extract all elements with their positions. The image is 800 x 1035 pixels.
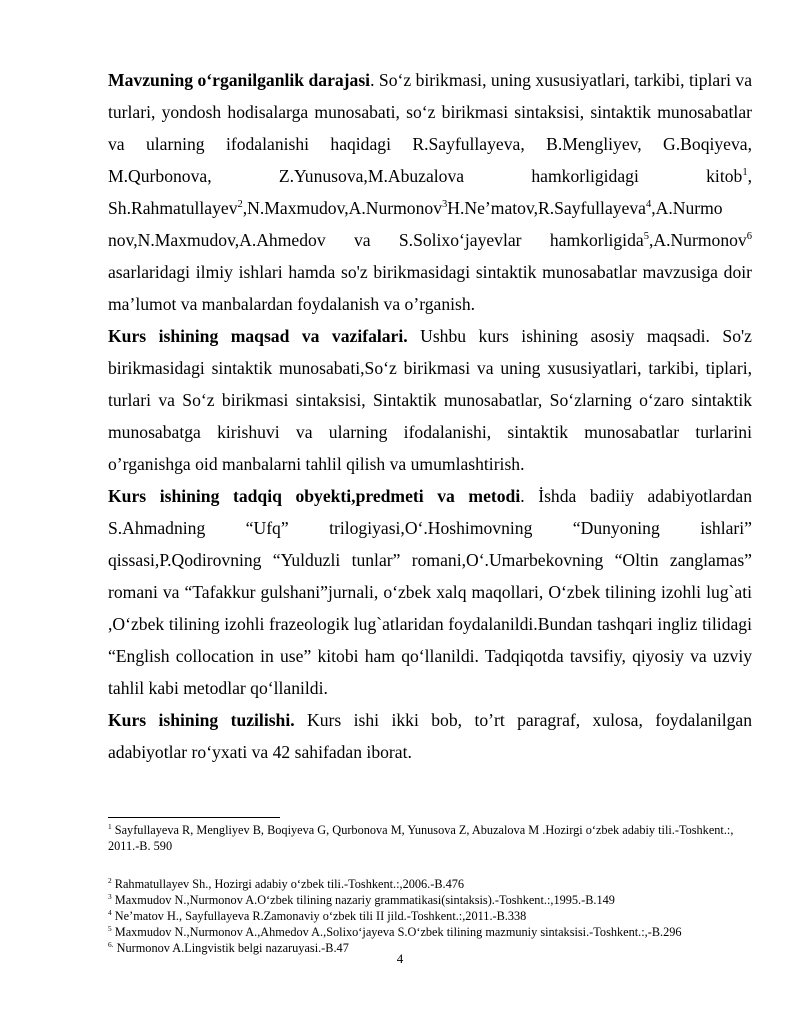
footnote-ref: 4 — [645, 199, 652, 211]
heading-object-method: Kurs ishining tadqiq obyekti,predmeti va metodi — [108, 486, 521, 506]
main-text — [108, 64, 752, 768]
paragraph-research-level: Mavzuning o‘rganilganlik darajasi. So‘z birikmasi, uning xususiyatlari, tarkibi, tiplari va turlari, yondosh hodisalarga munosabati, so‘z birikmasi sintaksisi, sintaktik munosabatlar va ularning ifodalanishi haqidagi R.Sayfullayeva, B.Mengliyev, G.Boqiyeva, M.Qurbonova, Z.Yunusova,M.Abuzalova hamkorligidagi kitob$^1$, Sh.Rahmatullayev$^2$,N.Maxmudov,A.Nurmonov$^3$H.Ne’matov,R.Sayfullayeva$^4$,A.Nurmo nov,N.Maxmudov,A.Ahmedov va S.Solixo‘jayevlar hamkorligida$^5$,A.Nurmonov$^6$ asarlaridagi ilmiy ishlari hamda so'z birikmasidagi sintaktik munosabatlar mavzusiga doir ma’lumot va manbalardan foydalanish va o’rganish. — [108, 70, 753, 314]
page-number: 4 — [396, 951, 404, 966]
footnote-ref: 6 — [746, 231, 752, 243]
footnote: $^{6.}$ Nurmonov A.Lingvistik belgi nazaruyasi.-B.47 — [108, 939, 349, 955]
footnote-ref: 3 — [442, 199, 448, 211]
footnote-ref: 2 — [237, 199, 243, 211]
heading-research-level: Mavzuning o‘rganilganlik darajasi — [108, 70, 371, 90]
footnote: $^5$ Maxmudov N.,Nurmonov A.,Ahmedov A.,Solixo‘jayeva S.O‘zbek tilining mazmuniy sintaksisi.-Toshkent.:,-B.296 — [108, 923, 682, 939]
paragraph-goals: Kurs ishining maqsad va vazifalari. Ushbu kurs ishining asosiy maqsadi. So'z birikmasidagi sintaktik munosabati,So‘z birikmasi va uning xususiyatlari, tarkibi, tiplari, turlari va So‘z birikmasi sintaksisi, Sintaktik munosabatlar, So‘zlarning o‘zaro sintaktik munosabatga kirishuvi va ularning ifodalanishi, sintaktik munosabatlar turlarini o’rganishga oid manbalarni tahlil qilish va umumlashtirish. — [108, 326, 752, 474]
heading-goals: Kurs ishining maqsad va vazifalari. — [108, 326, 408, 346]
footnote: $^4$ Ne’matov H., Sayfullayeva R.Zamonaviy o‘zbek tili II jild.-Toshkent.:,2011.-B.338 — [108, 907, 527, 923]
footnote: $^1$ Sayfullayeva R, Mengliyev B, Boqiyeva G, Qurbonova M, Yunusova Z, Abuzalova M .Hozirgi o‘zbek adabiy tili.-Toshkent.:, 2011.-B. 590 — [108, 821, 734, 853]
footnote-separator — [108, 817, 280, 818]
paragraph-object-method: Kurs ishining tadqiq obyekti,predmeti va metodi. İshda badiiy adabiyotlardan S.Ahmadning “Ufq” trilogiyasi,O‘.Hoshimovning “Dunyoning ishlari” qissasi,P.Qodirovning “Yulduzli tunlar” romani,O‘.Umarbekovning “Oltin zanglamas” romani va “Tafakkur gulshani”jurnali, o‘zbek xalq maqollari, O‘zbek tilining izohli lug`ati ,O‘zbek tilining izohli frazeologik lug`atlaridan foydalanildi.Bundan tashqari ingliz tilidagi “English collocation in use” kitobi ham qo‘llanildi. Tadqiqotda tavsifiy, qiyosiy va uzviy tahlil kabi metodlar qo‘llanildi. — [108, 486, 753, 698]
footnote-ref: 1 — [742, 167, 748, 179]
footnote: $^3$ Maxmudov N.,Nurmonov A.O‘zbek tilining nazariy grammatikasi(sintaksis).-Toshkent.:,1995.-B.149 — [108, 891, 615, 907]
footnotes — [108, 822, 758, 956]
footnote: $^2$ Rahmatullayev Sh., Hozirgi adabiy o‘zbek tili.-Toshkent.:,2006.-B.476 — [108, 875, 465, 891]
footnote-ref: 5 — [643, 231, 649, 243]
heading-structure: Kurs ishining tuzilishi. — [108, 710, 295, 730]
paragraph-structure: Kurs ishining tuzilishi. Kurs ishi ikki bob, to’rt paragraf, xulosa, foydalanilgan adabiyotlar ro‘yxati va 42 sahifadan iborat. — [108, 710, 753, 762]
